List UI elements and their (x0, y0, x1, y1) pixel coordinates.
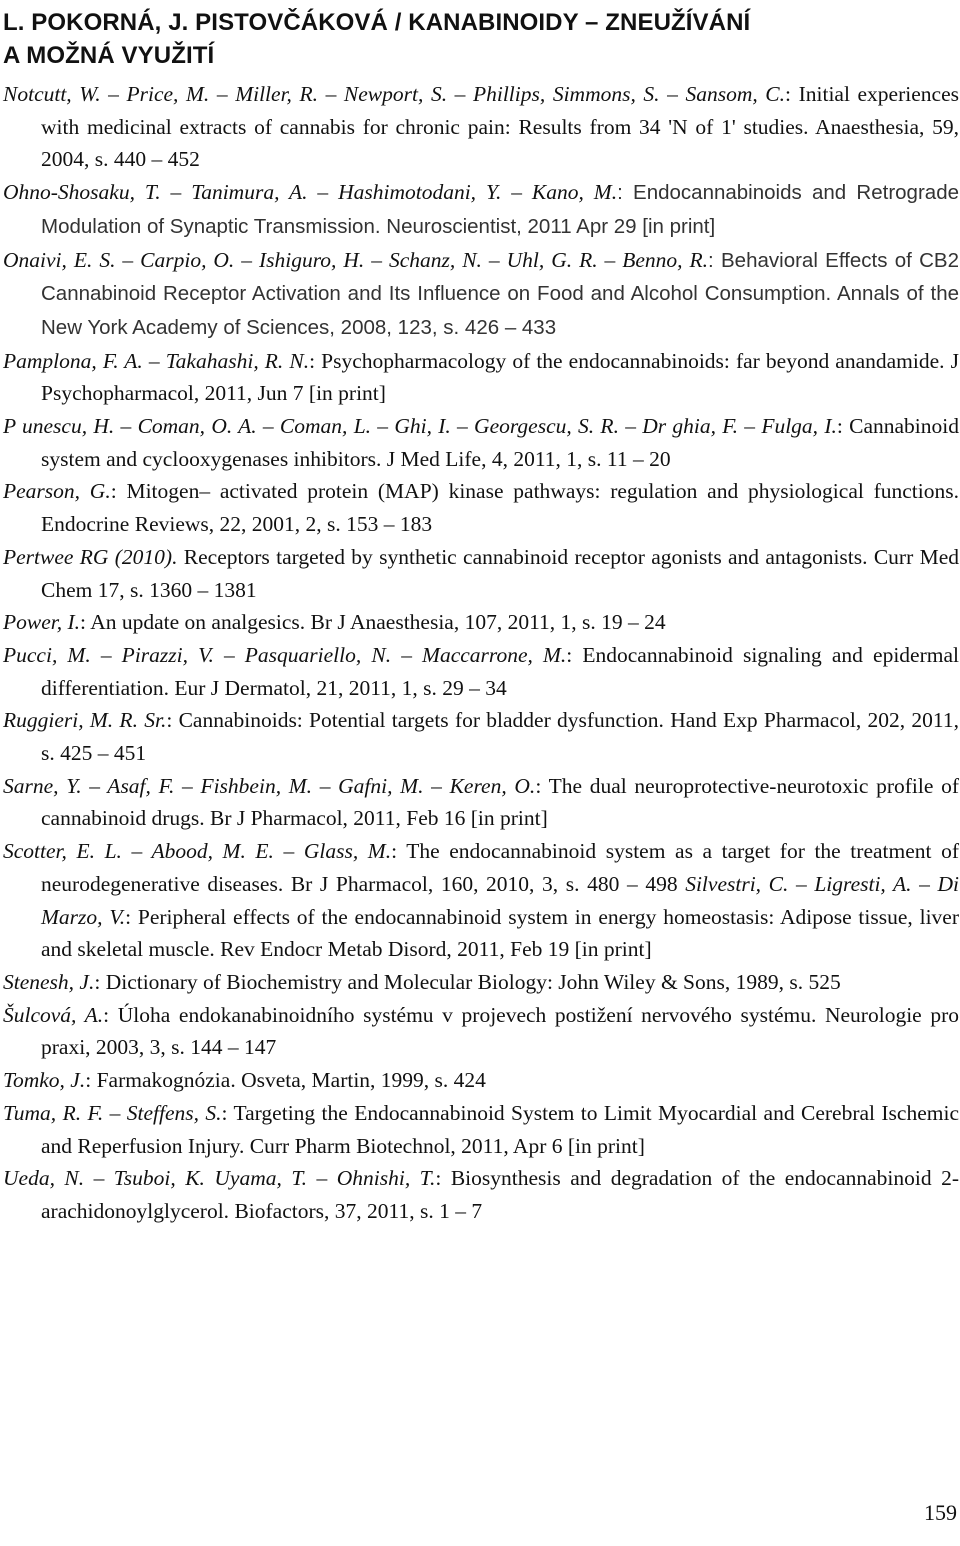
reference-authors: Pertwee RG (2010). (3, 544, 178, 569)
reference-title: : Biosynthesis and degradation of the endocannabinoid 2-arachidonoylglycerol. (41, 1166, 960, 1223)
reference-title: : Mitogen– activated protein (MAP) kinase pathways: regulation and physiological functions. (110, 479, 959, 504)
reference-source: Br J Anaesthesia, 107, 2011, 1, s. 19 – 24 (305, 610, 666, 635)
reference-source: Hand Exp Pharmacol, 202, 2011, s. 425 – 451 (41, 708, 959, 766)
reference-source: Biofactors, 37, 2011, s. 1 – 7 (229, 1198, 483, 1223)
reference-title: : Cannabinoid system and cyclooxygenases inhibitors. (41, 414, 959, 471)
reference-authors: P unescu, H. – Coman, O. A. – Coman, L. – Ghi, I. – Georgescu, S. R. – Dr ghia, F. – Fulga, I. (3, 414, 837, 439)
reference-title: : Behavioral Effects of CB2 Cannabinoid Receptor Activation and Its Influence on Food and Alcohol Consumption. (41, 248, 959, 306)
reference-source: Osveta, Martin, 1999, s. 424 (235, 1068, 486, 1093)
reference-item (3, 475, 959, 540)
running-header (3, 6, 953, 72)
reference-item (3, 606, 959, 639)
reference-source: Curr Pharm Biotechnol, 2011, Apr 6 [in print] (244, 1133, 645, 1158)
reference-item (3, 704, 959, 769)
reference-authors: Power, I. (3, 610, 81, 635)
reference-item (3, 966, 959, 999)
reference-authors: Notcutt, W. – Price, M. – Miller, R. – Newport, S. – Phillips, Simmons, S. – Sansom, C. (3, 82, 786, 106)
reference-authors: Tuma, R. F. – Steffens, S. (3, 1100, 222, 1125)
reference-item (3, 639, 959, 704)
reference-title: Receptors targeted by synthetic cannabinoid receptor agonists and antagonists. (177, 544, 868, 569)
reference-source: J Med Life, 4, 2011, 1, s. 11 – 20 (381, 446, 671, 471)
page-number: 159 (924, 1500, 957, 1525)
reference-title: : Farmakognózia. (85, 1068, 236, 1093)
reference-list (3, 78, 959, 1228)
reference-item (3, 999, 959, 1064)
reference-title: : Dictionary of Biochemistry and Molecular Biology: (94, 969, 553, 994)
reference-source: Endocrine Reviews, 22, 2001, 2, s. 153 – 183 (41, 512, 433, 537)
reference-source: John Wiley & Sons, 1989, s. 525 (552, 969, 841, 994)
reference-authors-inline: Silvestri, C. – Ligresti, A. – Di Marzo, V. (41, 871, 959, 929)
reference-title: : Psychopharmacology of the endocannabinoids: far beyond anandamide. (309, 348, 945, 373)
reference-authors: Pucci, M. – Pirazzi, V. – Pasquariello, N. – Maccarrone, M. (3, 642, 567, 667)
reference-source: Anaesthesia, 59, 2004, s. 440 – 452 (41, 114, 959, 172)
header-line-1: L. POKORNÁ, J. PISTOVČÁKOVÁ / KANABINOIDY – ZNEUŽÍVÁNÍ (3, 9, 751, 36)
reference-title: : The endocannabinoid system as a target for the treatment of neurodegenerative diseases. (41, 839, 959, 896)
reference-item (3, 1097, 959, 1162)
reference-source-inline: Rev Endocr Metab Disord, 2011, Feb 19 [in print] (214, 937, 652, 962)
reference-item (3, 345, 959, 410)
reference-title: : Cannabinoids: Potential targets for bladder dysfunction. (166, 708, 664, 733)
reference-authors: Scotter, E. L. – Abood, M. E. – Glass, M. (3, 839, 392, 864)
reference-source: J Psychopharmacol, 2011, Jun 7 [in print] (41, 348, 959, 406)
header-line-2: A MOŽNÁ VYUŽITÍ (3, 42, 215, 69)
reference-authors: Pearson, G. (3, 479, 111, 504)
reference-item (3, 1162, 959, 1227)
reference-item (3, 176, 959, 243)
reference-title: : Endocannabinoids and Retrograde Modulation of Synaptic Transmission. (41, 181, 959, 238)
reference-source: Br J Pharmacol, 2011, Feb 16 [in print] (204, 806, 548, 831)
reference-authors: Ruggieri, M. R. Sr. (3, 708, 167, 733)
reference-item (3, 770, 959, 835)
reference-authors: Onaivi, E. S. – Carpio, O. – Ishiguro, H. – Schanz, N. – Uhl, G. R. – Benno, R. (3, 247, 709, 272)
reference-item (3, 541, 959, 606)
reference-title-inline: : Peripheral effects of the endocannabinoid system in energy homeostasis: Adipose tissue, liver and skeletal muscle. (41, 904, 959, 962)
reference-item (3, 410, 959, 475)
reference-title: : The dual neuroprotective-neurotoxic profile of cannabinoid drugs. (41, 773, 959, 831)
reference-source: Eur J Dermatol, 21, 2011, 1, s. 29 – 34 (168, 675, 507, 700)
reference-title: : An update on analgesics. (80, 610, 306, 635)
reference-authors: Tomko, J. (3, 1068, 86, 1093)
reference-authors: Sarne, Y. – Asaf, F. – Fishbein, M. – Gafni, M. – Keren, O. (3, 773, 536, 798)
reference-authors: Šulcová, A. (3, 1002, 104, 1027)
reference-source: Neurologie pro praxi, 2003, 3, s. 144 – 147 (41, 1002, 959, 1060)
reference-item (3, 1064, 959, 1097)
reference-authors: Stenesh, J. (3, 969, 95, 994)
reference-source: Neuroscientist, 2011 Apr 29 [in print] (380, 214, 716, 238)
reference-authors: Pamplona, F. A. – Takahashi, R. N. (3, 348, 310, 373)
reference-item (3, 835, 959, 966)
reference-authors: Ueda, N. – Tsuboi, K. Uyama, T. – Ohnishi, T. (3, 1166, 436, 1191)
reference-title: : Úloha endokanabinoidního systému v projevech postižení nervového systému. (103, 1002, 817, 1027)
reference-title: : Initial experiences with medicinal extracts of cannabis for chronic pain: Results from 34 'N of 1' studies. (41, 82, 959, 139)
reference-source: Br J Pharmacol, 160, 2010, 3, s. 480 – 498 (283, 871, 678, 896)
reference-item (3, 244, 959, 345)
reference-title: : Targeting the Endocannabinoid System to Limit Myocardial and Cerebral Ischemic and Reperfusion Injury. (41, 1100, 959, 1158)
reference-authors: Ohno-Shosaku, T. – Tanimura, A. – Hashimotodani, Y. – Kano, M. (3, 180, 618, 205)
reference-source: Annals of the New York Academy of Sciences, 2008, 123, s. 426 – 433 (41, 282, 960, 339)
reference-title: : Endocannabinoid signaling and epidermal differentiation. (41, 642, 959, 700)
reference-item (3, 78, 959, 176)
reference-source: Curr Med Chem 17, s. 1360 – 1381 (41, 544, 959, 602)
